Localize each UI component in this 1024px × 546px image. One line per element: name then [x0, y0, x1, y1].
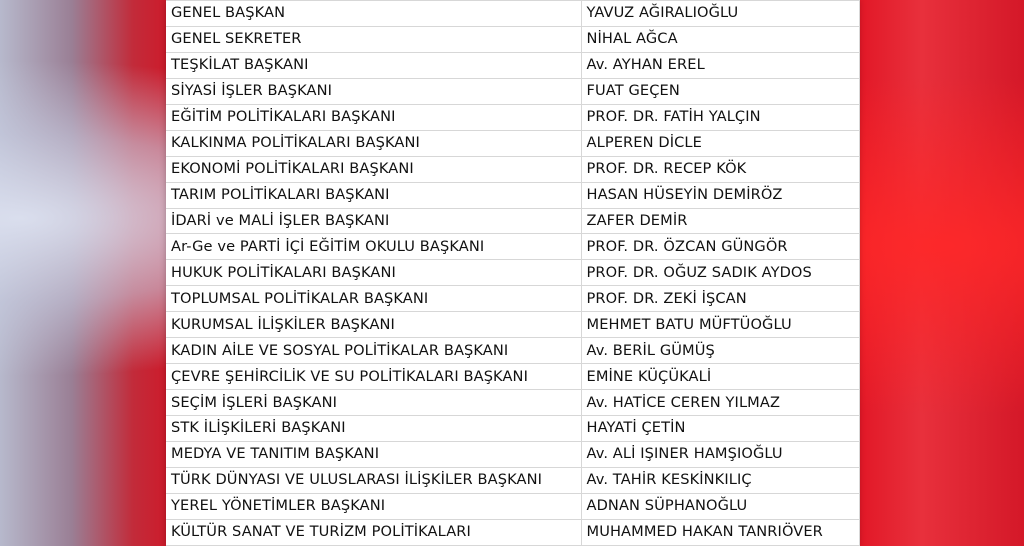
spreadsheet: [166, 0, 859, 546]
name-cell[interactable]: ALPEREN DİCLE: [581, 130, 859, 156]
position-cell[interactable]: ÇEVRE ŞEHİRCİLİK VE SU POLİTİKALARI BAŞKANI: [166, 364, 581, 390]
position-cell[interactable]: YEREL YÖNETİMLER BAŞKANI: [166, 493, 581, 519]
table-row: [166, 130, 859, 156]
name-cell[interactable]: PROF. DR. RECEP KÖK: [581, 156, 859, 182]
name-cell[interactable]: NİHAL AĞCA: [581, 26, 859, 52]
name-cell[interactable]: Av. HATİCE CEREN YILMAZ: [581, 390, 859, 416]
position-cell[interactable]: TEŞKİLAT BAŞKANI: [166, 52, 581, 78]
name-cell[interactable]: PROF. DR. FATİH YALÇIN: [581, 104, 859, 130]
table-row: [166, 208, 859, 234]
table-row: [166, 416, 859, 442]
position-cell[interactable]: KALKINMA POLİTİKALARI BAŞKANI: [166, 130, 581, 156]
position-cell[interactable]: Ar-Ge ve PARTİ İÇİ EĞİTİM OKULU BAŞKANI: [166, 234, 581, 260]
table-row: [166, 156, 859, 182]
position-cell[interactable]: TÜRK DÜNYASI VE ULUSLARASI İLİŞKİLER BAŞKANI: [166, 467, 581, 493]
position-cell[interactable]: EĞİTİM POLİTİKALARI BAŞKANI: [166, 104, 581, 130]
position-cell[interactable]: MEDYA VE TANITIM BAŞKANI: [166, 441, 581, 467]
position-cell[interactable]: STK İLİŞKİLERİ BAŞKANI: [166, 416, 581, 442]
table-row: [166, 441, 859, 467]
table-row: [166, 286, 859, 312]
name-cell[interactable]: HAYATİ ÇETİN: [581, 416, 859, 442]
position-cell[interactable]: SİYASİ İŞLER BAŞKANI: [166, 78, 581, 104]
table-row: [166, 104, 859, 130]
position-cell[interactable]: TOPLUMSAL POLİTİKALAR BAŞKANI: [166, 286, 581, 312]
name-cell[interactable]: HASAN HÜSEYİN DEMİRÖZ: [581, 182, 859, 208]
table-row: [166, 467, 859, 493]
table-row: [166, 52, 859, 78]
table-row: [166, 26, 859, 52]
table-row: [166, 1, 859, 27]
name-cell[interactable]: EMİNE KÜÇÜKALİ: [581, 364, 859, 390]
name-cell[interactable]: Av. ALİ IŞINER HAMŞIOĞLU: [581, 441, 859, 467]
name-cell[interactable]: Av. TAHİR KESKİNKILIÇ: [581, 467, 859, 493]
position-cell[interactable]: KADIN AİLE VE SOSYAL POLİTİKALAR BAŞKANI: [166, 338, 581, 364]
name-cell[interactable]: Av. AYHAN EREL: [581, 52, 859, 78]
table-row: [166, 338, 859, 364]
name-cell[interactable]: Av. BERİL GÜMÜŞ: [581, 338, 859, 364]
position-cell[interactable]: GENEL BAŞKAN: [166, 1, 581, 27]
name-cell[interactable]: MUHAMMED HAKAN TANRIÖVER: [581, 519, 859, 545]
table-row: [166, 78, 859, 104]
position-cell[interactable]: İDARİ ve MALİ İŞLER BAŞKANI: [166, 208, 581, 234]
position-cell[interactable]: EKONOMİ POLİTİKALARI BAŞKANI: [166, 156, 581, 182]
position-cell[interactable]: SEÇİM İŞLERİ BAŞKANI: [166, 390, 581, 416]
name-cell[interactable]: ADNAN SÜPHANOĞLU: [581, 493, 859, 519]
name-cell[interactable]: PROF. DR. ÖZCAN GÜNGÖR: [581, 234, 859, 260]
position-cell[interactable]: GENEL SEKRETER: [166, 26, 581, 52]
table-row: [166, 493, 859, 519]
name-cell[interactable]: PROF. DR. ZEKİ İŞCAN: [581, 286, 859, 312]
name-cell[interactable]: PROF. DR. OĞUZ SADIK AYDOS: [581, 260, 859, 286]
position-cell[interactable]: KURUMSAL İLİŞKİLER BAŞKANI: [166, 312, 581, 338]
table-row: [166, 182, 859, 208]
name-cell[interactable]: ZAFER DEMİR: [581, 208, 859, 234]
table-row: [166, 390, 859, 416]
position-cell[interactable]: KÜLTÜR SANAT VE TURİZM POLİTİKALARI: [166, 519, 581, 545]
leadership-table: [166, 0, 860, 546]
name-cell[interactable]: FUAT GEÇEN: [581, 78, 859, 104]
table-row: [166, 234, 859, 260]
table-body: [166, 1, 859, 546]
position-cell[interactable]: TARIM POLİTİKALARI BAŞKANI: [166, 182, 581, 208]
name-cell[interactable]: YAVUZ AĞIRALIOĞLU: [581, 1, 859, 27]
table-row: [166, 364, 859, 390]
table-row: [166, 519, 859, 545]
table-row: [166, 312, 859, 338]
name-cell[interactable]: MEHMET BATU MÜFTÜOĞLU: [581, 312, 859, 338]
position-cell[interactable]: HUKUK POLİTİKALARI BAŞKANI: [166, 260, 581, 286]
table-row: [166, 260, 859, 286]
